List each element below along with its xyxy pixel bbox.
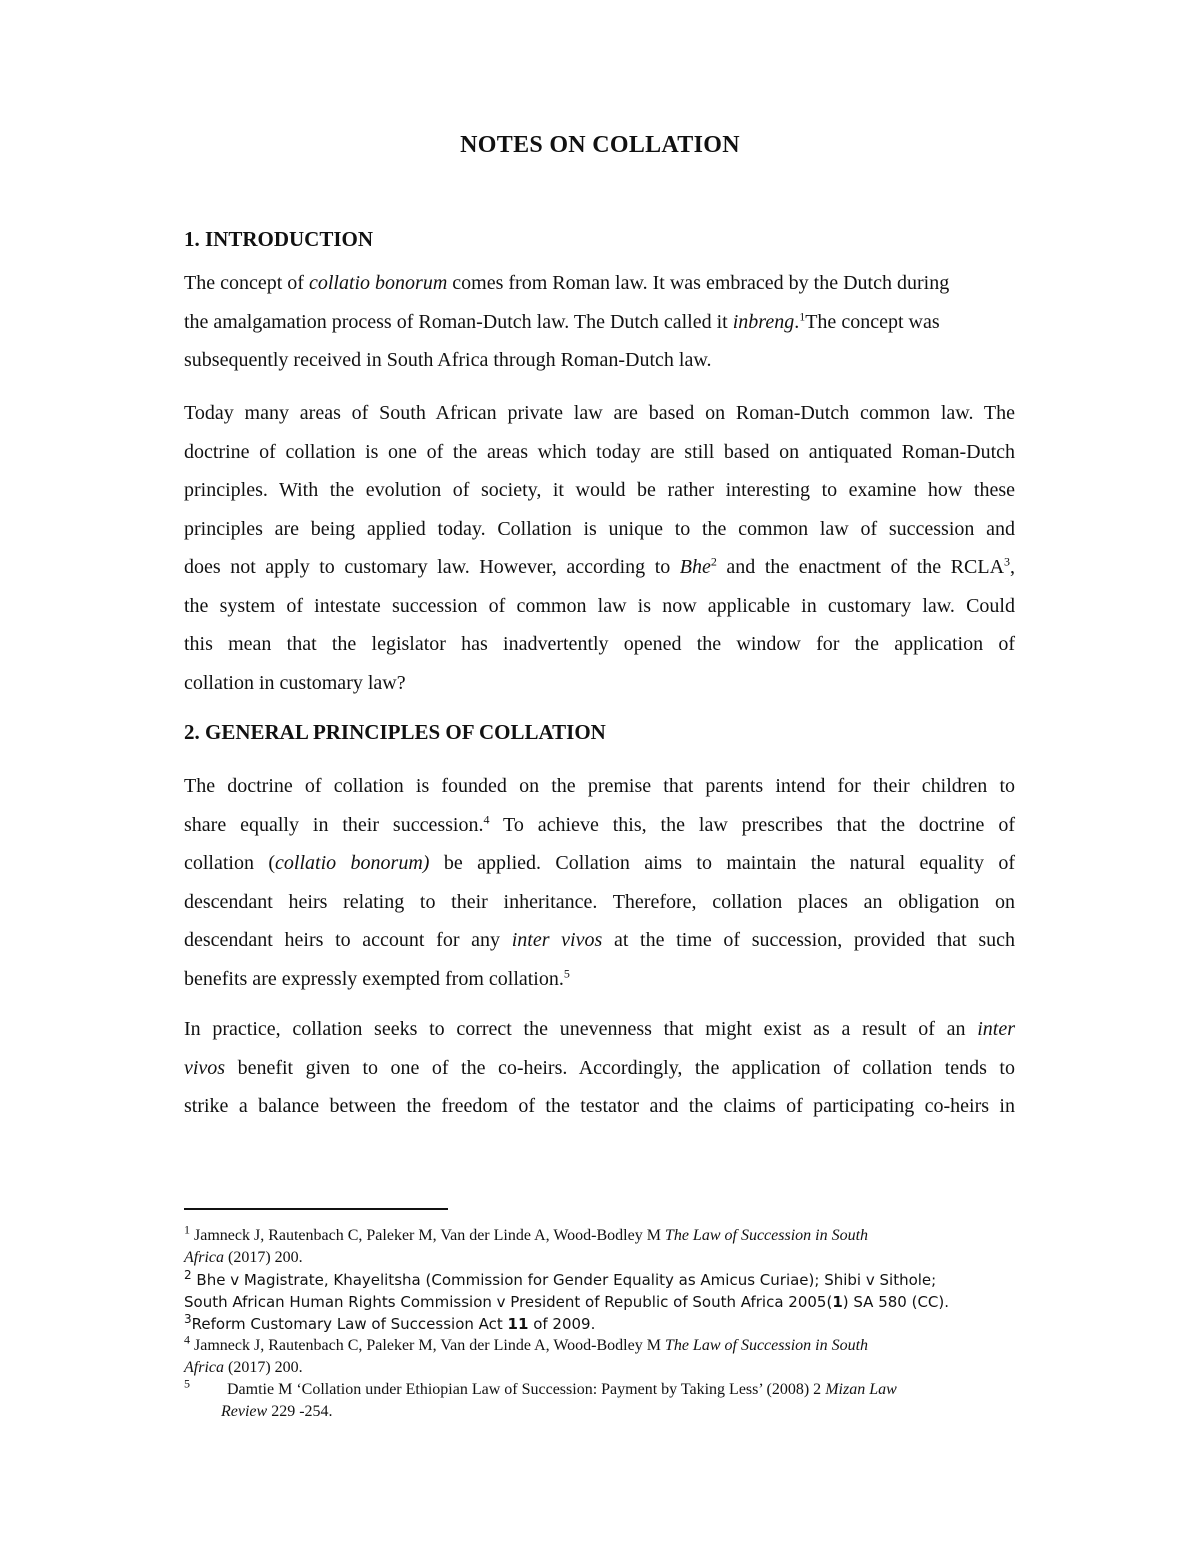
footnote-3: $^3$Reform Customary Law of Succession Act 11 of 2009.: [184, 1312, 596, 1333]
text-line: vivos benefit given to one of the co-heirs. Accordingly, the application of collation tends to: [184, 1056, 1015, 1079]
text-line: the amalgamation process of Roman-Dutch law. The Dutch called it inbreng.$^1$The concept was: [184, 308, 940, 333]
text-line: principles are being applied today. Collation is unique to the common law of succession and: [184, 517, 1015, 540]
text-line: subsequently received in South Africa through Roman-Dutch law.: [184, 349, 712, 371]
text-line: benefits are expressly exempted from collation.$^5$: [184, 965, 570, 990]
principles-paragraph-2: [184, 1010, 1015, 1126]
text-line: In practice, collation seeks to correct the unevenness that might exist as a result of an inter: [184, 1018, 1015, 1040]
text-line: The doctrine of collation is founded on the premise that parents intend for their children to: [184, 775, 1015, 797]
footnote-1: $^1$ Jamneck J, Rautenbach C, Paleker M, Van der Linde A, Wood-Bodley M The Law of Succession in South Africa (2017) 200.: [184, 1222, 869, 1266]
page-title: NOTES ON COLLATION: [460, 132, 740, 158]
text-line: The concept of collatio bonorum comes from Roman law. It was embraced by the Dutch during: [184, 272, 950, 294]
text-line: collation in customary law?: [184, 671, 406, 694]
text-line: strike a balance between the freedom of the testator and the claims of participating co-heirs in: [184, 1095, 1015, 1117]
footnote-ref-5: 5: [563, 965, 570, 980]
text-line: Today many areas of South African private law are based on Roman-Dutch common law. The: [184, 402, 1015, 424]
text-line: descendant heirs to account for any inter vivos at the time of succession, provided that such: [184, 929, 1016, 951]
footnote-ref-2: 2: [710, 554, 717, 569]
footnote-5: $^5$ Damtie M ‘Collation under Ethiopian Law of Succession: Payment by Taking Less’ (2008) 2 Mizan Law Review 229 -254.: [184, 1376, 897, 1420]
section-heading-introduction: 1. INTRODUCTION: [184, 227, 374, 251]
text-line: principles. With the evolution of society, it would be rather interesting to examine how these: [184, 479, 1015, 501]
footnote-ref-3: 3: [1004, 554, 1011, 569]
text-line: descendant heirs relating to their inheritance. Therefore, collation places an obligation on: [184, 890, 1015, 913]
footnote-ref-1: 1: [799, 308, 806, 323]
text-line: does not apply to customary law. However, according to Bhe$^2$ and the enactment of the RCLA$^3$,: [184, 554, 1016, 578]
footnote-ref-4: 4: [483, 811, 490, 826]
text-line: this mean that the legislator has inadvertently opened the window for the application of: [184, 633, 1015, 655]
intro-paragraph-2: [184, 394, 1015, 702]
footnote-separator: [184, 1208, 448, 1210]
text-line: doctrine of collation is one of the areas which today are still based on antiquated Roman-Dutch: [184, 440, 1015, 463]
section-heading-general-principles: 2. GENERAL PRINCIPLES OF COLLATION: [184, 720, 606, 744]
principles-paragraph-1: [184, 767, 1015, 998]
footnote-2: $^2$ Bhe v Magistrate, Khayelitsha (Commission for Gender Equality as Amicus Curiae); Shibi v Sithole; South African Human Rights Commission v President of Republic of South Africa 2005(1) SA 580 (CC).: [184, 1268, 950, 1311]
text-line: the system of intestate succession of common law is now applicable in customary law. Could: [184, 594, 1015, 617]
text-line: share equally in their succession.$^4$ To achieve this, the law prescribes that the doctrine of: [184, 811, 1016, 836]
text-line: collation (collatio bonorum) be applied. Collation aims to maintain the natural equality of: [184, 852, 1016, 874]
intro-paragraph-1: [184, 264, 1015, 380]
footnote-4: $^4$ Jamneck J, Rautenbach C, Paleker M, Van der Linde A, Wood-Bodley M The Law of Succession in South Africa (2017) 200.: [184, 1332, 869, 1376]
